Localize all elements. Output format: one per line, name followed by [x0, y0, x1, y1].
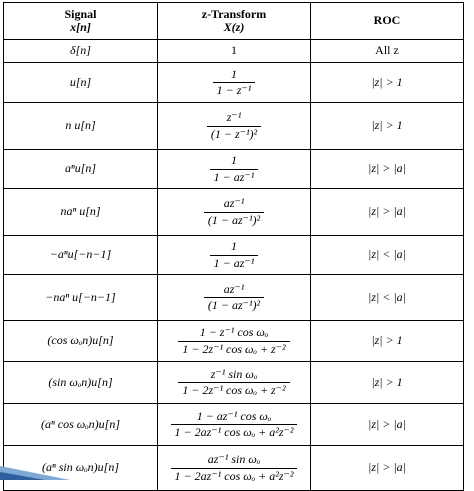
- signal-cell: u[n]: [4, 63, 158, 103]
- fraction-denominator: 1 − 2z⁻¹ cos ωₒ + z⁻²: [178, 341, 289, 356]
- table-row: [4, 150, 464, 189]
- transform-cell: [158, 321, 311, 362]
- signal-cell: δ[n]: [4, 40, 158, 63]
- signal-cell: naⁿ u[n]: [4, 189, 158, 236]
- transform-value: 1: [231, 43, 237, 58]
- table-row: [4, 189, 464, 236]
- transform-header-title: z-Transform: [201, 6, 267, 21]
- table-row: [4, 446, 464, 491]
- transform-fraction: [213, 68, 256, 97]
- signal-header: [4, 3, 158, 40]
- fraction-denominator: 1 − 2az⁻¹ cos ωₒ + a²z⁻²: [171, 424, 298, 439]
- table-row: [4, 275, 464, 321]
- transform-fraction: [178, 326, 289, 355]
- z-transform-table: [3, 2, 464, 491]
- fraction-denominator: (1 − az⁻¹)²: [204, 212, 264, 227]
- signal-cell: −aⁿu[−n−1]: [4, 236, 158, 275]
- fraction-denominator: 1 − az⁻¹: [210, 255, 259, 270]
- signal-header-title: Signal: [64, 6, 97, 21]
- fraction-numerator: az⁻¹: [223, 281, 245, 296]
- fraction-numerator: az⁻¹ sin ωₒ: [207, 452, 261, 467]
- transform-cell: [158, 404, 311, 446]
- transform-cell: [158, 40, 311, 63]
- fraction-numerator: z⁻¹: [226, 110, 242, 125]
- transform-cell: [158, 275, 311, 321]
- signal-cell: (cos ωₒn)u[n]: [4, 321, 158, 362]
- transform-cell: [158, 150, 311, 189]
- transform-fraction: [210, 240, 259, 269]
- roc-cell: |z| > 1: [311, 362, 464, 404]
- signal-cell: (aⁿ sin ωₒn)u[n]: [4, 446, 158, 491]
- fraction-numerator: z⁻¹ sin ωₒ: [210, 366, 258, 381]
- transform-cell: [158, 103, 311, 150]
- slide-corner-decoration: [0, 456, 70, 480]
- fraction-numerator: 1: [230, 239, 237, 254]
- transform-cell: [158, 63, 311, 103]
- fraction-denominator: 1 − 2az⁻¹ cos ωₒ + a²z⁻²: [171, 468, 298, 483]
- signal-cell: −naⁿ u[−n−1]: [4, 275, 158, 321]
- signal-cell: (aⁿ cos ωₒn)u[n]: [4, 404, 158, 446]
- fraction-denominator: 1 − z⁻¹: [213, 82, 256, 97]
- roc-cell: |z| > 1: [311, 321, 464, 362]
- signal-cell: n u[n]: [4, 103, 158, 150]
- transform-fraction: [171, 453, 298, 482]
- transform-fraction: [207, 111, 261, 140]
- roc-cell: |z| > |a|: [311, 150, 464, 189]
- roc-cell: |z| > 1: [311, 63, 464, 103]
- transform-header-sub: X(z): [223, 20, 245, 34]
- fraction-denominator: 1 − az⁻¹: [210, 169, 259, 184]
- transform-fraction: [204, 197, 264, 226]
- roc-cell: |z| < |a|: [311, 275, 464, 321]
- transform-fraction: [204, 283, 264, 312]
- transform-fraction: [178, 368, 289, 397]
- fraction-numerator: 1: [230, 66, 237, 81]
- table-row: [4, 103, 464, 150]
- roc-cell: |z| > |a|: [311, 404, 464, 446]
- table-row: [4, 321, 464, 362]
- roc-cell: |z| > |a|: [311, 189, 464, 236]
- transform-header: [158, 3, 311, 40]
- fraction-denominator: (1 − z⁻¹)²: [207, 126, 261, 141]
- signal-header-sub: x[n]: [70, 20, 91, 34]
- transform-cell: [158, 236, 311, 275]
- fraction-numerator: 1 − az⁻¹ cos ωₒ: [196, 408, 272, 423]
- table-row: [4, 236, 464, 275]
- header-row: [4, 3, 464, 40]
- transform-cell: [158, 446, 311, 491]
- signal-cell: aⁿu[n]: [4, 150, 158, 189]
- roc-cell: All z: [311, 40, 464, 63]
- table-row: [4, 404, 464, 446]
- roc-cell: |z| > |a|: [311, 446, 464, 491]
- fraction-denominator: (1 − az⁻¹)²: [204, 297, 264, 312]
- fraction-numerator: 1: [230, 153, 237, 168]
- fraction-numerator: 1 − z⁻¹ cos ωₒ: [199, 325, 269, 340]
- transform-fraction: [210, 154, 259, 183]
- fraction-numerator: az⁻¹: [223, 196, 245, 211]
- transform-cell: [158, 362, 311, 404]
- table-row: [4, 63, 464, 103]
- table-row: [4, 362, 464, 404]
- transform-cell: [158, 189, 311, 236]
- fraction-denominator: 1 − 2z⁻¹ cos ωₒ + z⁻²: [178, 382, 289, 397]
- transform-fraction: [171, 410, 298, 439]
- table-row: [4, 40, 464, 63]
- roc-header: ROC: [311, 3, 464, 40]
- roc-cell: |z| < |a|: [311, 236, 464, 275]
- roc-cell: |z| > 1: [311, 103, 464, 150]
- signal-cell: (sin ωₒn)u[n]: [4, 362, 158, 404]
